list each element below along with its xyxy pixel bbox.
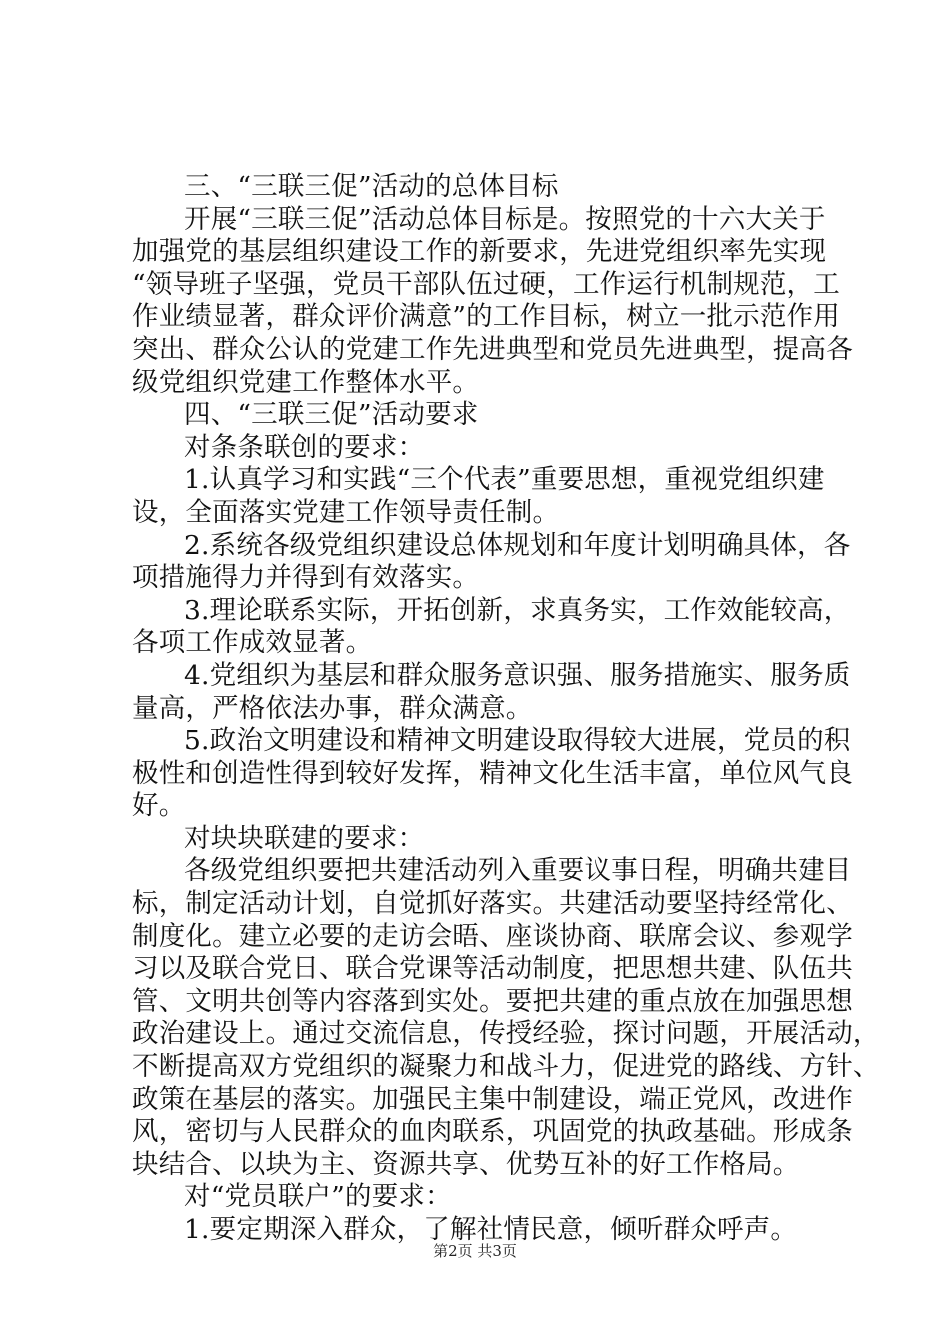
paragraph-line: 管、文明共创等内容落到实处。要把共建的重点放在加强思想 [132,985,853,1017]
paragraph-line: 级党组织党建工作整体水平。 [132,366,480,398]
paragraph-line: 块结合、以块为主、资源共享、优势互补的好工作格局。 [132,1148,800,1180]
paragraph-line: 风，密切与人民群众的血肉联系，巩固党的执政基础。形成条 [132,1116,853,1148]
paragraph-line: 不断提高双方党组织的凝聚力和战斗力，促进党的路线、方针、 [132,1051,880,1083]
list-item-3: 3.理论联系实际，开拓创新，求真务实，工作效能较高， [184,594,851,626]
paragraph-line: 加强党的基层组织建设工作的新要求，先进党组织率先实现 [132,236,827,268]
document-body [132,171,880,1247]
list-item-5-continued: 极性和创造性得到较好发挥，精神文化生活丰富，单位风气良 [132,757,853,789]
paragraph-line: 开展“三联三促”活动总体目标是。按照党的十六大关于 [184,203,826,235]
list-item-1: 1.要定期深入群众，了解社情民意，倾听群众呼声。 [184,1214,798,1245]
list-item-4: 4.党组织为基层和群众服务意识强、服务措施实、服务质 [184,659,851,691]
list-item-1: 1.认真学习和实践“三个代表”重要思想，重视党组织建 [184,464,825,496]
list-item-1-continued: 设，全面落实党建工作领导责任制。 [132,496,560,528]
subheading-dangyuan-lianhu: 对“党员联户”的要求： [184,1181,452,1213]
paragraph-line: 各级党组织要把共建活动列入重要议事日程，明确共建目 [184,855,852,887]
paragraph-line: 作业绩显著，群众评价满意”的工作目标，树立一批示范作用 [132,301,840,333]
paragraph-line: 政策在基层的落实。加强民主集中制建设，端正党风，改进作 [132,1083,853,1115]
paragraph-line: “领导班子坚强，党员干部队伍过硬，工作运行机制规范，工 [132,268,840,300]
subheading-kuaikuai: 对块块联建的要求： [184,822,425,854]
list-item-4-continued: 量高，严格依法办事，群众满意。 [132,692,533,724]
list-item-3-continued: 各项工作成效显著。 [132,627,373,659]
paragraph-line: 习以及联合党日、联合党课等活动制度，把思想共建、队伍共 [132,953,853,985]
paragraph-line: 制度化。建立必要的走访会晤、座谈协商、联席会议、参观学 [132,920,853,952]
list-item-2: 2.系统各级党组织建设总体规划和年度计划明确具体，各 [184,529,851,561]
page-footer: 第2页 共3页 [433,1242,517,1260]
list-item-5: 5.政治文明建设和精神文明建设取得较大进展，党员的积 [184,725,851,757]
list-item-2-continued: 项措施得力并得到有效落实。 [132,562,480,594]
paragraph-line: 标，制定活动计划，自觉抓好落实。共建活动要坚持经常化、 [132,888,853,920]
section-heading-four: 四、“三联三促”活动要求 [184,399,479,431]
subheading-tiaotiao: 对条条联创的要求： [184,431,425,463]
paragraph-line: 突出、群众公认的党建工作先进典型和党员先进典型，提高各 [132,333,853,365]
section-heading-three: 三、“三联三促”活动的总体目标 [184,171,559,202]
list-item-5-continued: 好。 [132,790,186,822]
paragraph-line: 政治建设上。通过交流信息，传授经验，探讨问题，开展活动， [132,1018,880,1050]
